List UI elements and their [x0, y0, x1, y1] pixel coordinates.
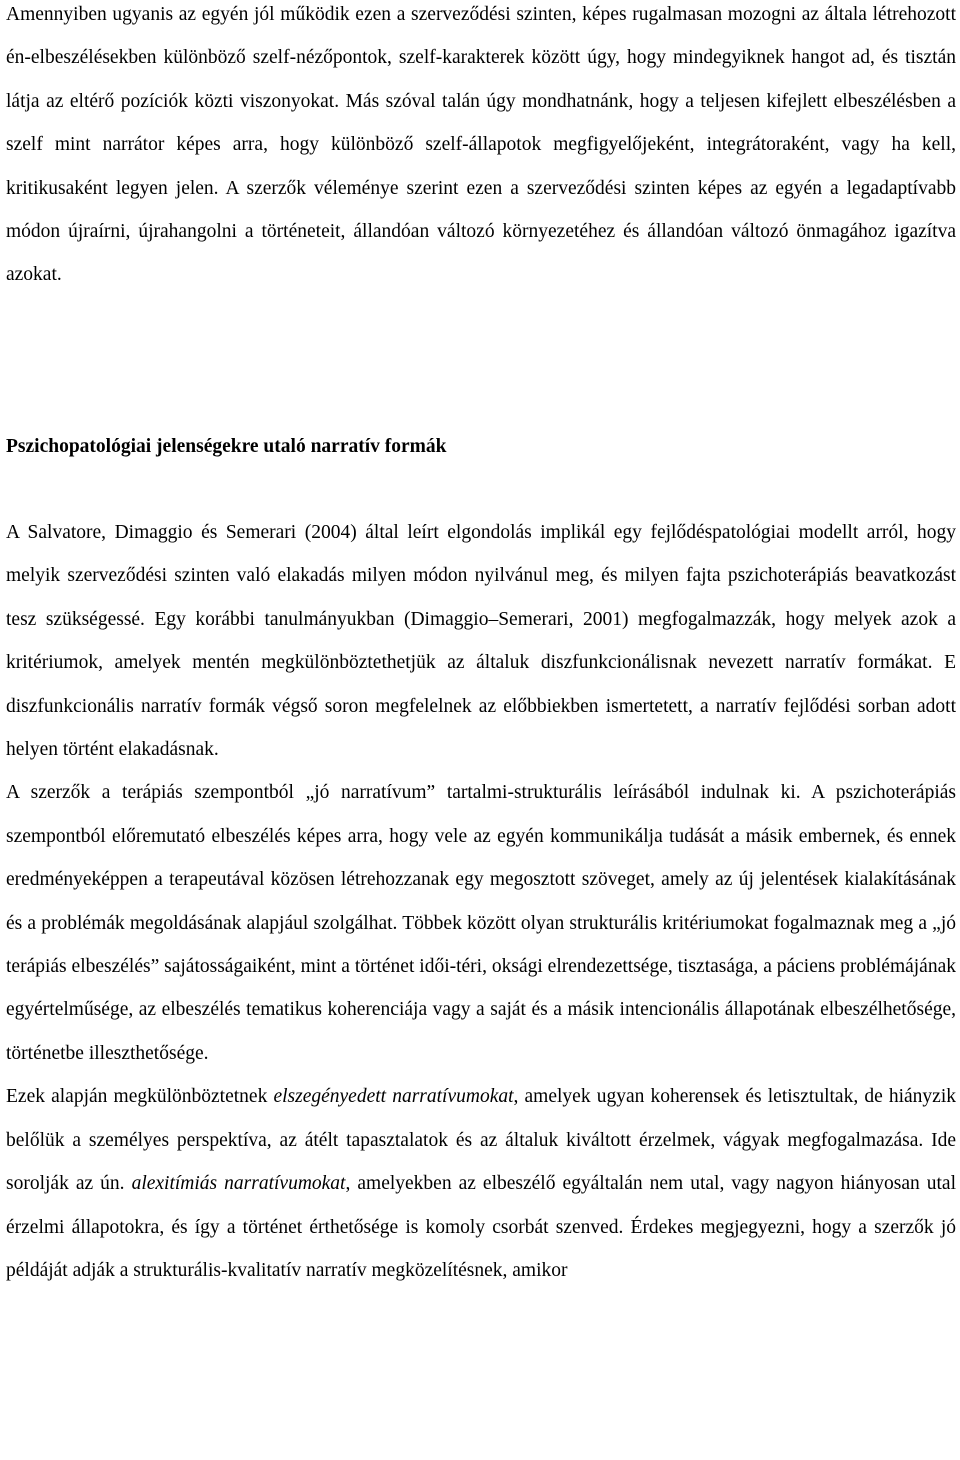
paragraph-4-text-3: , amelyekben az elbeszélő egyáltalán nem utal, vagy nagyon hiányosan utal érzelmi állapotokra, és így a történet érthetősége is komoly csorbát szenved. Érdekes megjegyezni, hogy a szerzők jó példáját adják a strukturális-kvalitatív narratív megközelítésnek, amikor — [6, 1173, 956, 1281]
paragraph-4-text-1: Ezek alapján megkülönböztetnek — [6, 1086, 274, 1108]
section-heading: Pszichopatológiai jelenségekre utaló narratív formák — [6, 436, 447, 457]
paragraph-2: A Salvatore, Dimaggio és Semerari (2004) által leírt elgondolás implikál egy fejlődéspatológiai modellt arról, hogy melyik szerveződési szinten való elakadás milyen módon nyilvánul meg, és milyen fajta pszichoterápiás beavatkozást tesz szükségessé. Egy korábbi tanulmányukban (Dimaggio–Semerari, 2001) megfogalmazzák, hogy melyek azok a kritériumok, amelyek mentén megkülönböztethetjük az általuk diszfunkcionálisnak nevezett narratív formákat. E diszfunkcionális narratív formák végső soron megfelelnek az előbbiekben ismertetett, a narratív fejlődési sorban adott helyen történt elakadásnak. — [6, 522, 956, 761]
paragraph-4-text-2: , amelyek ugyan koherensek és letisztultak, de hiányzik belőlük a személyes perspektíva, az átélt tapasztalatok és az általuk kiváltott érzelmek, vágyak megfogalmazása. Ide sorolják az ún. — [6, 1086, 956, 1195]
paragraph-4-italic-term-1: elszegényedett narratívumokat — [273, 1086, 514, 1108]
paragraph-4 — [6, 1075, 956, 1292]
paragraph-1: Amennyiben ugyanis az egyén jól működik ezen a szerveződési szinten, képes rugalmasan mozogni az általa létrehozott én-elbeszélésekben különböző szelf-nézőpontok, szelf-karakterek között úgy, hogy mindegyiknek hangot ad, és tisztán látja az eltérő pozíciók közti viszonyokat. Más szóval talán úgy mondhatnánk, hogy a teljesen kifejlett elbeszélésben a szelf mint narrátor képes arra, hogy különböző szelf-állapotok megfigyelőjeként, integrátoraként, vagy ha kell, kritikusaként legyen jelen. A szerzők véleménye szerint ezen a szerveződési szinten képes az egyén a legadaptívabb módon újraírni, újrahangolni a történeteit, állandóan változó környezetéhez és állandóan változó önmagához igazítva azokat. — [6, 4, 956, 286]
paragraph-4-italic-term-2: alexitímiás narratívumokat — [131, 1173, 346, 1195]
section-body — [6, 511, 956, 1292]
document-page — [6, 0, 956, 1281]
paragraph-3: A szerzők a terápiás szempontból „jó narratívum” tartalmi-strukturális leírásából indulnak ki. A pszichoterápiás szempontból előremutató elbeszélés képes arra, hogy vele az egyén kommunikálja tudását a másik embernek, és ennek eredményeképpen a terapeutával közösen létrehozzanak egy megosztott szöveget, amely az új jelentések kialakításának és a problémák megoldásának alapjául szolgálhat. Többek között olyan strukturális kritériumokat fogalmaznak meg a „jó terápiás elbeszélés” sajátosságaiként, mint a történet idői-téri, oksági elrendezettsége, tisztasága, a páciens problémájának egyértelműsége, az elbeszélés tematikus koherenciája vagy a saját és a másik intencionális állapotának elbeszélhetősége, történetbe illeszthetősége. — [6, 782, 956, 1064]
